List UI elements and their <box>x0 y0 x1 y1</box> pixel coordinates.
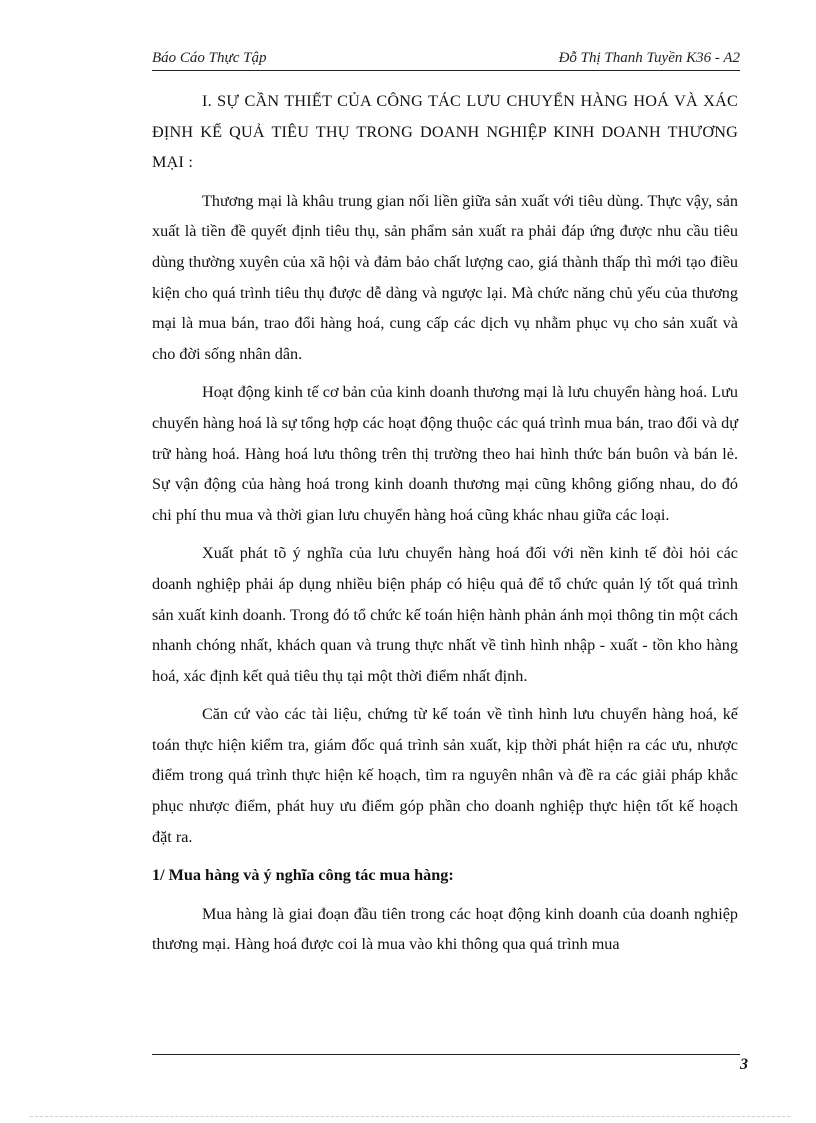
paragraph: Mua hàng là giai đoạn đầu tiên trong các hoạt động kinh doanh của doanh nghiệp thương mại. Hàng hoá được coi là mua vào khi thông qua quá trình mua <box>152 904 738 954</box>
paragraph: Hoạt động kinh tế cơ bản của kinh doanh thương mại là lưu chuyển hàng hoá. Lưu chuyển hàng hoá là sự tổng hợp các hoạt động thuộc các quá trình mua bán, trao đổi và dự trữ hàng hoá. Hàng hoá lưu thông trên thị trường theo hai hình thức bán buôn và bán lẻ. Sự vận động của hàng hoá trong kinh doanh thương mại cũng không giống nhau, do đó chi phí thu mua và thời gian lưu chuyển hàng hoá cũng khác nhau giữa các loại. <box>152 383 738 524</box>
section-heading: I. SỰ CẦN THIẾT CỦA CÔNG TÁC LƯU CHUYỂN HÀNG HOÁ VÀ XÁC ĐỊNH KẾ QUẢ TIÊU THỤ TRONG DOANH NGHIỆP KINH DOANH THƯƠNG MẠI : <box>152 92 738 172</box>
paragraph: Căn cứ vào các tài liệu, chứng từ kế toán về tình hình lưu chuyển hàng hoá, kế toán thực hiện kiểm tra, giám đốc quá trình sản xuất, kịp thời phát hiện ra các ưu, nhược điểm trong quá trình thực hiện kế hoạch, tìm ra nguyên nhân và đề ra các giải pháp khắc phục nhược điểm, phát huy ưu điểm góp phần cho doanh nghiệp thực hiện tốt kế hoạch đặt ra. <box>152 705 738 846</box>
header-divider <box>152 70 740 71</box>
subsection-heading: 1/ Mua hàng và ý nghĩa công tác mua hàng: <box>152 866 454 885</box>
paragraph: Xuất phát tõ ý nghĩa của lưu chuyển hàng hoá đối với nền kinh tế đòi hỏi các doanh nghiệp phải áp dụng nhiều biện pháp có hiệu quả để tổ chức quản lý tốt quá trình sản xuất kinh doanh. Trong đó tổ chức kế toán hiện hành phản ánh mọi thông tin một cách nhanh chóng nhất, khách quan và trung thực nhất về tình hình nhập - xuất - tồn kho hàng hoá, xác định kết quả tiêu thụ tại một thời điểm nhất định. <box>152 544 738 685</box>
header-author: Đỗ Thị Thanh Tuyền K36 - A2 <box>558 50 740 66</box>
page-header <box>152 50 740 67</box>
paragraph: Thương mại là khâu trung gian nối liền giữa sản xuất với tiêu dùng. Thực vậy, sản xuất là tiền đề quyết định tiêu thụ, sản phẩm sản xuất ra phải đáp ứng được nhu cầu tiêu dùng thường xuyên của xã hội và đảm bảo chất lượng cao, giá thành thấp thì mới tạo điều kiện cho quá trình tiêu thụ được dễ dàng và ngược lại. Mà chức năng chủ yếu của thương mại là mua bán, trao đổi hàng hoá, cung cấp các dịch vụ nhằm phục vụ cho sản xuất và cho đời sống nhân dân. <box>152 191 738 363</box>
document-body <box>152 86 738 968</box>
footer-divider <box>152 1054 740 1055</box>
header-report-title: Báo Cáo Thực Tập <box>152 50 267 66</box>
page-edge-divider <box>30 1116 790 1117</box>
page-number: 3 <box>740 1056 748 1073</box>
